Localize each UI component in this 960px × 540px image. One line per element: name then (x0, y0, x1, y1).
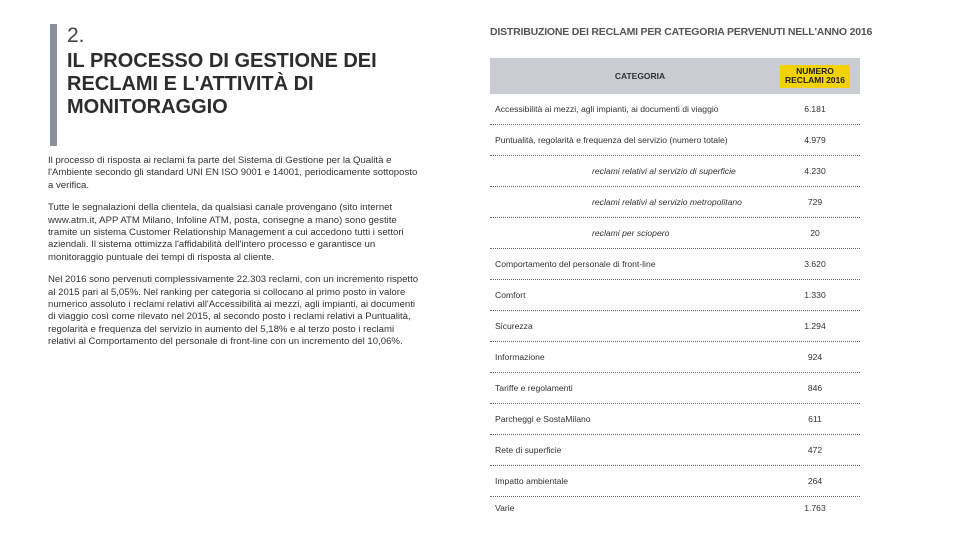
table-row (490, 342, 860, 373)
table-row (490, 373, 860, 404)
section-heading (67, 24, 397, 119)
row-value: 729 (807, 197, 823, 207)
paragraph-2: Tutte le segnalazioni della clientela, da qualsiasi canale provengano (sito internet www.atm.it, APP ATM Milano, Infoline ATM, posta, consegne a mano) sono gestite tramite un sistema Customer Relationship Management a cui accedono tutti i settori aziendali. Il sistema ottimizza l'affidabilità dell'intero processo e garantisce un monitoraggio puntuale dei tempi di risposta al cliente. (48, 202, 404, 263)
header-category: CATEGORIA (614, 71, 666, 81)
paragraph-1: Il processo di risposta ai reclami fa parte del Sistema di Gestione per la Qualità e l'Ambiente secondo gli standard UNI EN ISO 9001 e 14001, periodicamente sottoposto a verifica. (48, 155, 418, 191)
table-row (490, 404, 860, 435)
row-value: 3.620 (804, 259, 826, 269)
header-count (770, 65, 860, 88)
row-value: 611 (808, 414, 822, 424)
row-category: Accessibilità ai mezzi, agli impianti, ai documenti di viaggio (495, 104, 719, 114)
table-row (490, 125, 860, 156)
row-category: Comportamento del personale di front-line (495, 259, 656, 269)
row-value: 1.763 (804, 503, 826, 513)
table-row (490, 311, 860, 342)
row-value: 4.979 (804, 135, 826, 145)
section-title: IL PROCESSO DI GESTIONE DEI RECLAMI E L'ATTIVITÀ DI MONITORAGGIO (67, 50, 377, 118)
row-value: 1.294 (804, 321, 826, 331)
row-value: 4.230 (804, 166, 826, 176)
table-subrow (490, 156, 860, 187)
row-category: Comfort (495, 290, 526, 300)
row-category: reclami relativi al servizio di superficie (592, 166, 736, 176)
row-value: 924 (807, 352, 823, 362)
row-category: Rete di superficie (495, 445, 562, 455)
row-category: reclami relativi al servizio metropolitano (592, 197, 742, 207)
row-value: 846 (807, 383, 823, 393)
table-row (490, 280, 860, 311)
table-row (490, 497, 860, 523)
row-value: 1.330 (804, 290, 826, 300)
body-text (48, 155, 423, 359)
table-row (490, 466, 860, 497)
table-subrow (490, 187, 860, 218)
row-category: Parcheggi e SostaMilano (495, 414, 591, 424)
row-category: Impatto ambientale (495, 476, 569, 486)
table-row (490, 94, 860, 125)
row-category: reclami per sciopero (592, 228, 670, 238)
paragraph-3: Nel 2016 sono pervenuti complessivamente 22.303 reclami, con un incremento rispetto al 2015 pari al 5,05%. Nel ranking per categoria si collocano al primo posto in valore numerico assoluto i reclami relativi all'Accessibilità ai mezzi, agli impianti, ai documenti di viaggio così come rilevato nel 2015, al secondo posto i reclami relativi a Puntualità, regolarità e frequenza del servizio in aumento del 5,18% e al terzo posto i reclami relativi al Comportamento del personale di front-line con un incremento del 10,06%. (48, 274, 419, 348)
table-title: DISTRIBUZIONE DEI RECLAMI PER CATEGORIA PERVENUTI NELL'ANNO 2016 (490, 26, 873, 38)
row-value: 264 (807, 476, 823, 486)
row-value: 472 (807, 445, 823, 455)
table-header (490, 58, 860, 94)
table-row (490, 249, 860, 280)
row-category: Sicurezza (495, 321, 533, 331)
row-category: Puntualità, regolarità e frequenza del servizio (numero totale) (495, 135, 728, 145)
row-value: 6.181 (804, 104, 826, 114)
section-number: 2. (67, 24, 85, 47)
row-category: Informazione (495, 352, 545, 362)
section-accent-bar (50, 24, 57, 146)
complaints-table (490, 58, 860, 523)
table-row (490, 435, 860, 466)
header-count-badge (780, 65, 850, 88)
header-count-line1: NUMERO (796, 65, 834, 76)
header-count-line2: RECLAMI 2016 (785, 75, 845, 85)
table-subrow (490, 218, 860, 249)
row-category: Tariffe e regolamenti (495, 383, 573, 393)
row-category: Varie (495, 503, 515, 513)
row-value: 20 (810, 228, 820, 238)
